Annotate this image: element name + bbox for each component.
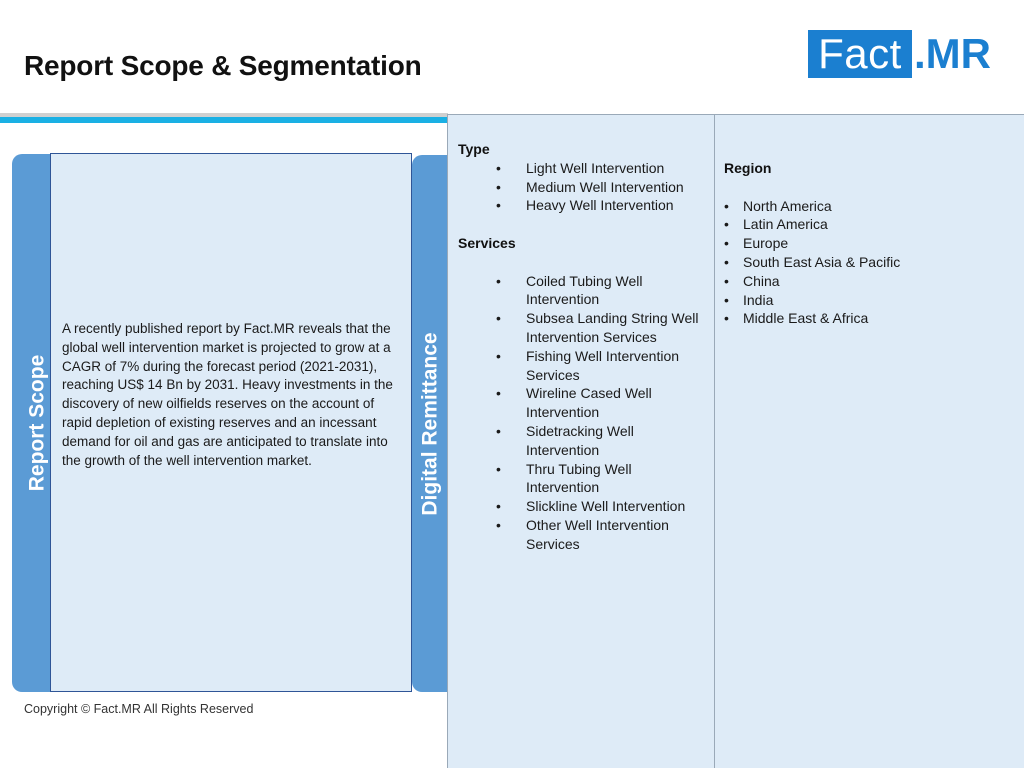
list-item: • Sidetracking Well Intervention [496,422,634,458]
bullet-icon: • [496,178,501,195]
list-item: • Wireline Cased Well Intervention [496,385,652,421]
bullet-icon: • [724,310,729,327]
digital-remittance-tab-label: Digital Remittance [419,331,442,516]
region-section [724,159,1014,328]
list-item: • Middle East & Africa [724,310,869,327]
list-item: • Light Well Intervention [496,159,665,176]
bullet-icon: • [496,498,501,515]
segmentation-column-type-services [447,114,715,768]
logo-main-text: Fact [808,30,912,78]
list-item: • South East Asia & Pacific [724,253,901,270]
services-section [458,234,706,554]
region-list [724,197,1014,329]
list-item: • Fishing Well Intervention Services [496,347,680,383]
list-item: • Thru Tubing Well Intervention [496,460,632,496]
bullet-icon: • [496,460,501,477]
bullet-icon: • [496,347,501,364]
services-list [496,272,706,554]
report-scope-tab-label: Report Scope [25,354,48,492]
bullet-icon: • [724,216,729,233]
services-heading: Services [458,235,516,251]
bullet-icon: • [724,272,729,289]
digital-remittance-tab-label-wrap [414,155,448,692]
bullet-icon: • [724,197,729,214]
list-item: • Europe [724,235,789,252]
bullet-icon: • [496,272,501,289]
list-item: • Subsea Landing String Well Intervention Services [496,310,699,345]
bullet-icon: • [724,291,729,308]
list-item: • China [724,272,780,289]
list-item: • Latin America [724,216,828,233]
bullet-icon: • [496,310,501,327]
logo-suffix-text: .MR [914,30,991,77]
type-heading: Type [458,141,490,157]
list-item: • Slickline Well Intervention [496,498,686,515]
segmentation-column-region [714,114,1024,768]
bullet-icon: • [496,516,501,533]
report-scope-tab-label-wrap [20,154,54,692]
type-list [496,159,696,215]
copyright-text: Copyright © Fact.MR All Rights Reserved [24,702,254,716]
region-heading: Region [724,160,772,176]
list-item: • India [724,291,774,308]
digital-remittance-tab [412,155,448,692]
list-item: • Heavy Well Intervention [496,197,674,214]
page-title: Report Scope & Segmentation [24,50,422,81]
bullet-icon: • [724,253,729,270]
list-item: • Medium Well Intervention [496,178,684,195]
list-item: • Other Well Intervention Services [496,516,669,552]
bullet-icon: • [496,197,501,214]
header-divider-blue [0,117,448,123]
list-item: • Coiled Tubing Well Intervention [496,272,643,308]
bullet-icon: • [724,235,729,252]
report-scope-box [50,153,412,692]
bullet-icon: • [496,422,501,439]
type-section [458,140,696,215]
report-scope-description: A recently published report by Fact.MR reveals that the global well intervention market is projected to grow at a CAGR of 7% during the forecast period (2021-2031), reaching US$ 14 Bn by 2031. Heavy investments in the discovery of new oilfields reserves on the account of rapid depletion of existing reserves and an incessant demand for oil and gas are anticipated to translate into the growth of the well intervention market. [62,321,393,468]
list-item: • North America [724,197,832,214]
bullet-icon: • [496,385,501,402]
bullet-icon: • [496,159,501,176]
